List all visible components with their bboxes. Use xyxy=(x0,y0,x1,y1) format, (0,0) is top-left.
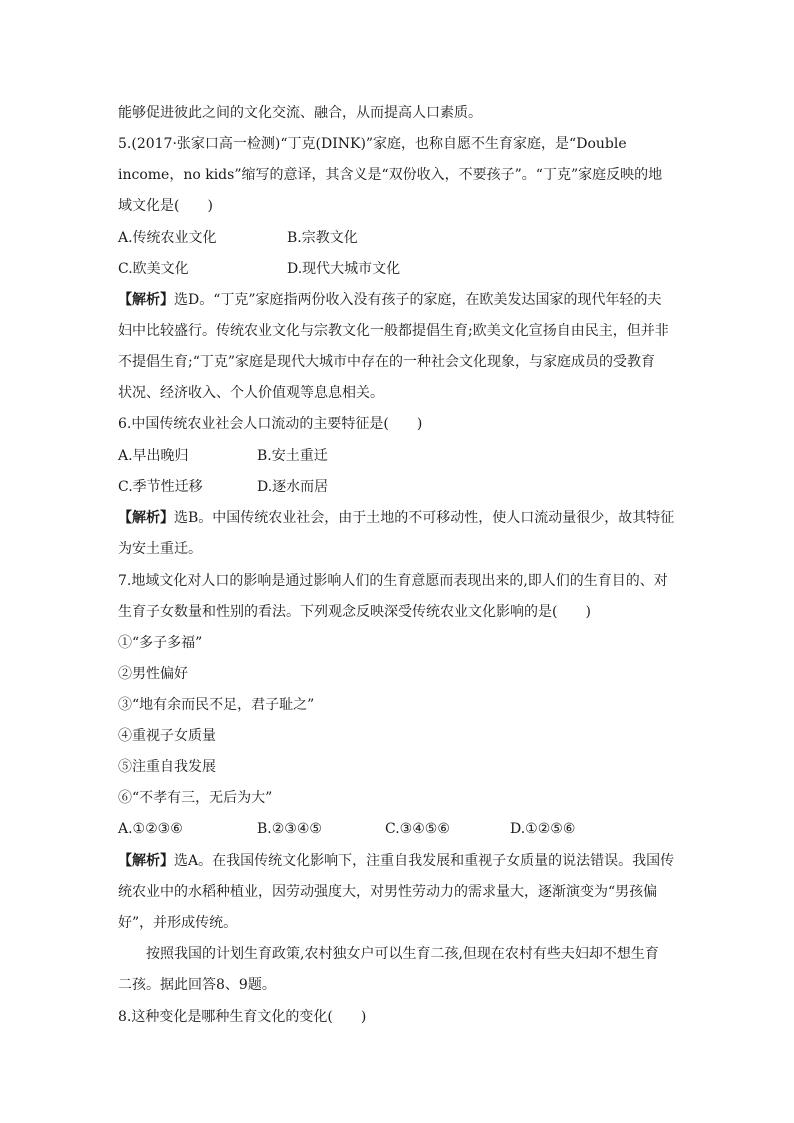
analysis-label: 【解析】 xyxy=(118,292,174,308)
q5-option-c: C.欧美文化 xyxy=(118,261,189,277)
q7-item: ①“多子多福” xyxy=(118,635,203,651)
analysis-text: 选D。“丁克”家庭指两份收入没有孩子的家庭，在欧美发达国家的现代年轻的夫 xyxy=(174,292,662,308)
question-7-stem: 生育子女数量和性别的看法。下列观念反映深受传统农业文化影响的是( ) xyxy=(118,604,591,620)
question-7-stem: 7.地域文化对人口的影响是通过影响人们的生育意愿而表现出来的,即人们的生育目的、对 xyxy=(118,573,668,589)
q6-option-c: C.季节性迁移 xyxy=(118,479,203,495)
q5-option-d: D.现代大城市文化 xyxy=(287,261,401,277)
q7-option-c: C.③④⑤⑥ xyxy=(385,821,450,837)
q7-option-a: A.①②③⑥ xyxy=(118,821,183,837)
passage-text: 二孩。据此回答8、9题。 xyxy=(118,977,276,993)
analysis-text: 选A。在我国传统文化影响下，注重自我发展和重视子女质量的说法错误。我国传 xyxy=(174,853,675,869)
q7-item: ⑥“不孝有三，无后为大” xyxy=(118,790,273,806)
analysis-text: 不提倡生育;“丁克”家庭是现代大城市中存在的一种社会文化现象，与家庭成员的受教育 xyxy=(118,354,656,370)
analysis-text: 为安土重迁。 xyxy=(118,541,202,557)
analysis-label: 【解析】 xyxy=(118,510,174,526)
q6-analysis xyxy=(118,508,674,528)
q5-option-a: A.传统农业文化 xyxy=(118,230,217,246)
analysis-text: 统农业中的水稻种植业，因劳动强度大，对男性劳动力的需求量大，逐渐演变为“男孩偏 xyxy=(118,884,658,900)
question-5-stem: 域文化是( ) xyxy=(118,198,213,214)
analysis-text: 好”，并形成传统。 xyxy=(118,915,238,931)
q6-option-a: A.早出晚归 xyxy=(118,448,189,464)
passage-text: 按照我国的计划生育政策,农村独女户可以生育二孩,但现在农村有些夫妇却不想生育 xyxy=(146,946,659,962)
q5-analysis xyxy=(118,290,662,310)
q6-option-b: B.安土重迁 xyxy=(257,448,328,464)
analysis-text: 选B。中国传统农业社会，由于土地的不可移动性，使人口流动量很少，故其特征 xyxy=(174,510,675,526)
analysis-label: 【解析】 xyxy=(118,853,174,869)
q7-analysis xyxy=(118,851,674,871)
q7-item: ④重视子女质量 xyxy=(118,728,216,744)
q7-option-d: D.①②⑤⑥ xyxy=(510,821,576,837)
question-5-stem: 5.(2017·张家口高一检测)“丁克(DINK)”家庭，也称自愿不生育家庭，是“Double xyxy=(118,136,627,152)
q7-option-b: B.②③④⑤ xyxy=(257,821,322,837)
q6-option-d: D.逐水而居 xyxy=(257,479,329,495)
question-5-stem: income，no kids”缩写的意译，其含义是“双份收入，不要孩子”。“丁克”家庭反映的地 xyxy=(118,167,663,183)
q5-option-b: B.宗教文化 xyxy=(287,230,358,246)
q7-item: ⑤注重自我发展 xyxy=(118,759,216,775)
question-6-stem: 6.中国传统农业社会人口流动的主要特征是( ) xyxy=(118,416,423,432)
analysis-text: 妇中比较盛行。传统农业文化与宗教文化一般都提倡生育;欧美文化宣扬自由民主，但并非 xyxy=(118,323,669,339)
q7-item: ②男性偏好 xyxy=(118,666,188,682)
question-8-stem: 8.这种变化是哪种生育文化的变化( ) xyxy=(118,1009,367,1025)
q7-item: ③“地有余而民不足，君子耻之” xyxy=(118,697,315,713)
text-line: 能够促进彼此之间的文化交流、融合，从而提高人口素质。 xyxy=(118,105,482,121)
analysis-text: 状况、经济收入、个人价值观等息息相关。 xyxy=(118,385,384,401)
